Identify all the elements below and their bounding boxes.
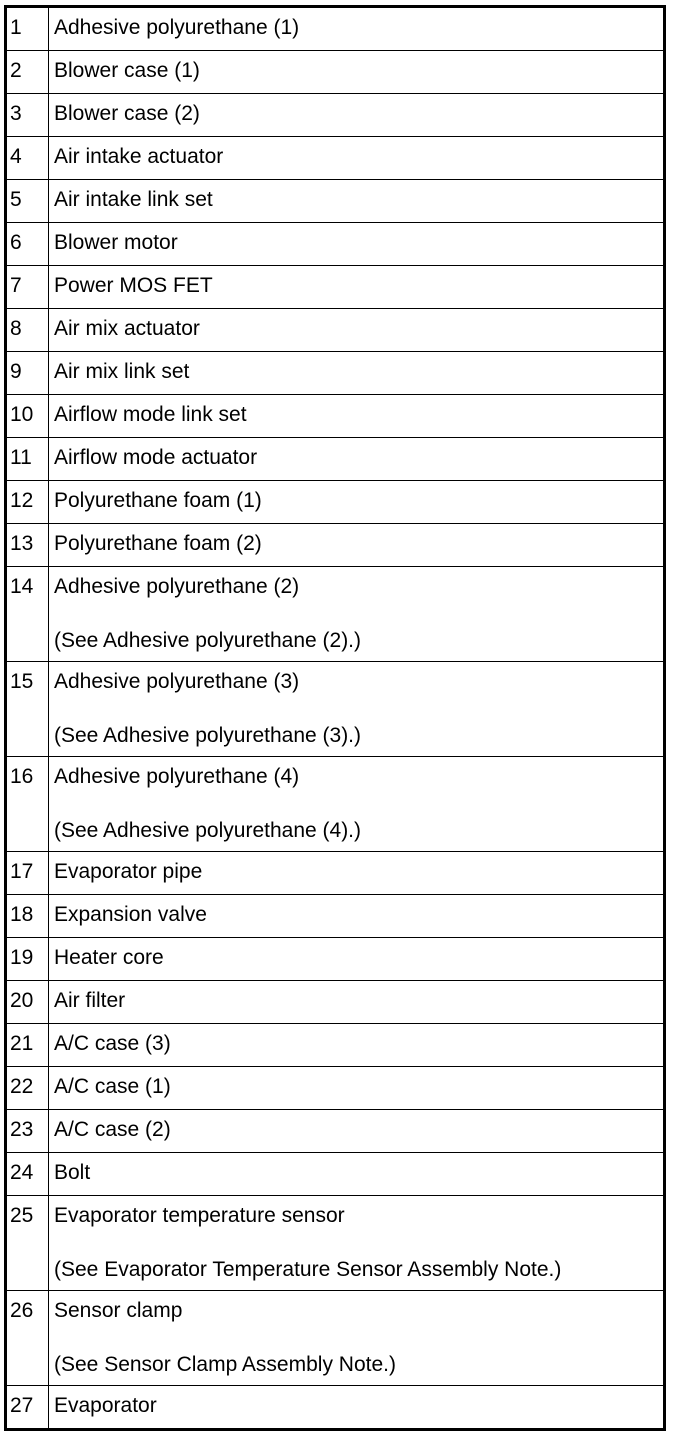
part-description (49, 1386, 665, 1430)
table-row (6, 481, 665, 524)
part-description (49, 1024, 665, 1067)
part-number: 4 (6, 137, 49, 180)
part-description (49, 395, 665, 438)
part-name: Bolt (54, 1161, 91, 1184)
table-row (6, 1386, 665, 1430)
part-note: (See Adhesive polyurethane (4).) (54, 819, 362, 842)
parts-table (4, 5, 666, 1431)
part-number: 13 (6, 524, 49, 567)
part-name: Air mix actuator (54, 317, 200, 340)
part-name: Adhesive polyurethane (2) (54, 575, 300, 598)
part-description (49, 1153, 665, 1196)
part-name: Polyurethane foam (1) (54, 489, 262, 512)
table-row (6, 309, 665, 352)
table-row (6, 438, 665, 481)
part-description (49, 1110, 665, 1153)
part-description (49, 266, 665, 309)
part-number: 25 (6, 1196, 49, 1291)
part-number: 7 (6, 266, 49, 309)
parts-list-sheet (4, 5, 666, 1431)
part-number: 2 (6, 51, 49, 94)
part-number: 16 (6, 757, 49, 852)
part-description (49, 309, 665, 352)
part-number: 20 (6, 981, 49, 1024)
table-row (6, 223, 665, 266)
part-description (49, 7, 665, 51)
table-row (6, 51, 665, 94)
parts-table-body (6, 7, 665, 1430)
part-number: 8 (6, 309, 49, 352)
part-description (49, 1291, 665, 1386)
part-number: 18 (6, 895, 49, 938)
part-description (49, 94, 665, 137)
table-row (6, 1153, 665, 1196)
part-description (49, 223, 665, 266)
table-row (6, 981, 665, 1024)
part-number: 22 (6, 1067, 49, 1110)
part-name: Blower case (2) (54, 102, 200, 125)
part-name: Blower motor (54, 231, 178, 254)
part-note: (See Sensor Clamp Assembly Note.) (54, 1353, 396, 1376)
part-name: Air filter (54, 989, 126, 1012)
part-name: Evaporator (54, 1394, 157, 1417)
part-name: Adhesive polyurethane (1) (54, 16, 300, 39)
part-name: Adhesive polyurethane (3) (54, 670, 300, 693)
part-number: 19 (6, 938, 49, 981)
part-number: 5 (6, 180, 49, 223)
part-description (49, 180, 665, 223)
part-description (49, 852, 665, 895)
part-description (49, 137, 665, 180)
part-name: Air mix link set (54, 360, 190, 383)
table-row (6, 1196, 665, 1291)
part-name: Expansion valve (54, 903, 207, 926)
table-row (6, 94, 665, 137)
part-number: 26 (6, 1291, 49, 1386)
part-number: 24 (6, 1153, 49, 1196)
part-number: 15 (6, 662, 49, 757)
part-number: 21 (6, 1024, 49, 1067)
part-description (49, 352, 665, 395)
part-name: Evaporator temperature sensor (54, 1204, 345, 1227)
part-number: 17 (6, 852, 49, 895)
part-description (49, 757, 665, 852)
part-name: Airflow mode link set (54, 403, 247, 426)
table-row (6, 266, 665, 309)
part-description (49, 524, 665, 567)
table-row (6, 567, 665, 662)
table-row (6, 662, 665, 757)
table-row (6, 1067, 665, 1110)
table-row (6, 1291, 665, 1386)
part-description (49, 481, 665, 524)
part-note: (See Adhesive polyurethane (3).) (54, 724, 362, 747)
part-name: Adhesive polyurethane (4) (54, 765, 300, 788)
part-name: Evaporator pipe (54, 860, 203, 883)
part-description (49, 438, 665, 481)
part-number: 10 (6, 395, 49, 438)
part-name: Blower case (1) (54, 59, 200, 82)
part-name: A/C case (3) (54, 1032, 171, 1055)
table-row (6, 1024, 665, 1067)
part-description (49, 567, 665, 662)
part-number: 12 (6, 481, 49, 524)
part-description (49, 895, 665, 938)
part-name: Power MOS FET (54, 274, 213, 297)
part-note: (See Evaporator Temperature Sensor Assembly Note.) (54, 1258, 562, 1281)
part-description (49, 662, 665, 757)
part-name: Air intake actuator (54, 145, 224, 168)
table-row (6, 352, 665, 395)
part-number: 27 (6, 1386, 49, 1430)
part-number: 11 (6, 438, 49, 481)
part-number: 3 (6, 94, 49, 137)
table-row (6, 757, 665, 852)
part-name: Air intake link set (54, 188, 213, 211)
table-row (6, 137, 665, 180)
table-row (6, 852, 665, 895)
part-note: (See Adhesive polyurethane (2).) (54, 629, 362, 652)
part-number: 9 (6, 352, 49, 395)
part-description (49, 1196, 665, 1291)
part-name: Polyurethane foam (2) (54, 532, 262, 555)
part-number: 1 (6, 7, 49, 51)
part-description (49, 981, 665, 1024)
table-row (6, 395, 665, 438)
part-name: Heater core (54, 946, 164, 969)
part-name: Sensor clamp (54, 1299, 183, 1322)
part-number: 23 (6, 1110, 49, 1153)
table-row (6, 1110, 665, 1153)
table-row (6, 938, 665, 981)
part-name: A/C case (1) (54, 1075, 171, 1098)
part-description (49, 938, 665, 981)
table-row (6, 180, 665, 223)
part-description (49, 1067, 665, 1110)
table-row (6, 524, 665, 567)
part-number: 14 (6, 567, 49, 662)
table-row (6, 895, 665, 938)
part-name: Airflow mode actuator (54, 446, 258, 469)
table-row (6, 7, 665, 51)
part-name: A/C case (2) (54, 1118, 171, 1141)
part-description (49, 51, 665, 94)
part-number: 6 (6, 223, 49, 266)
